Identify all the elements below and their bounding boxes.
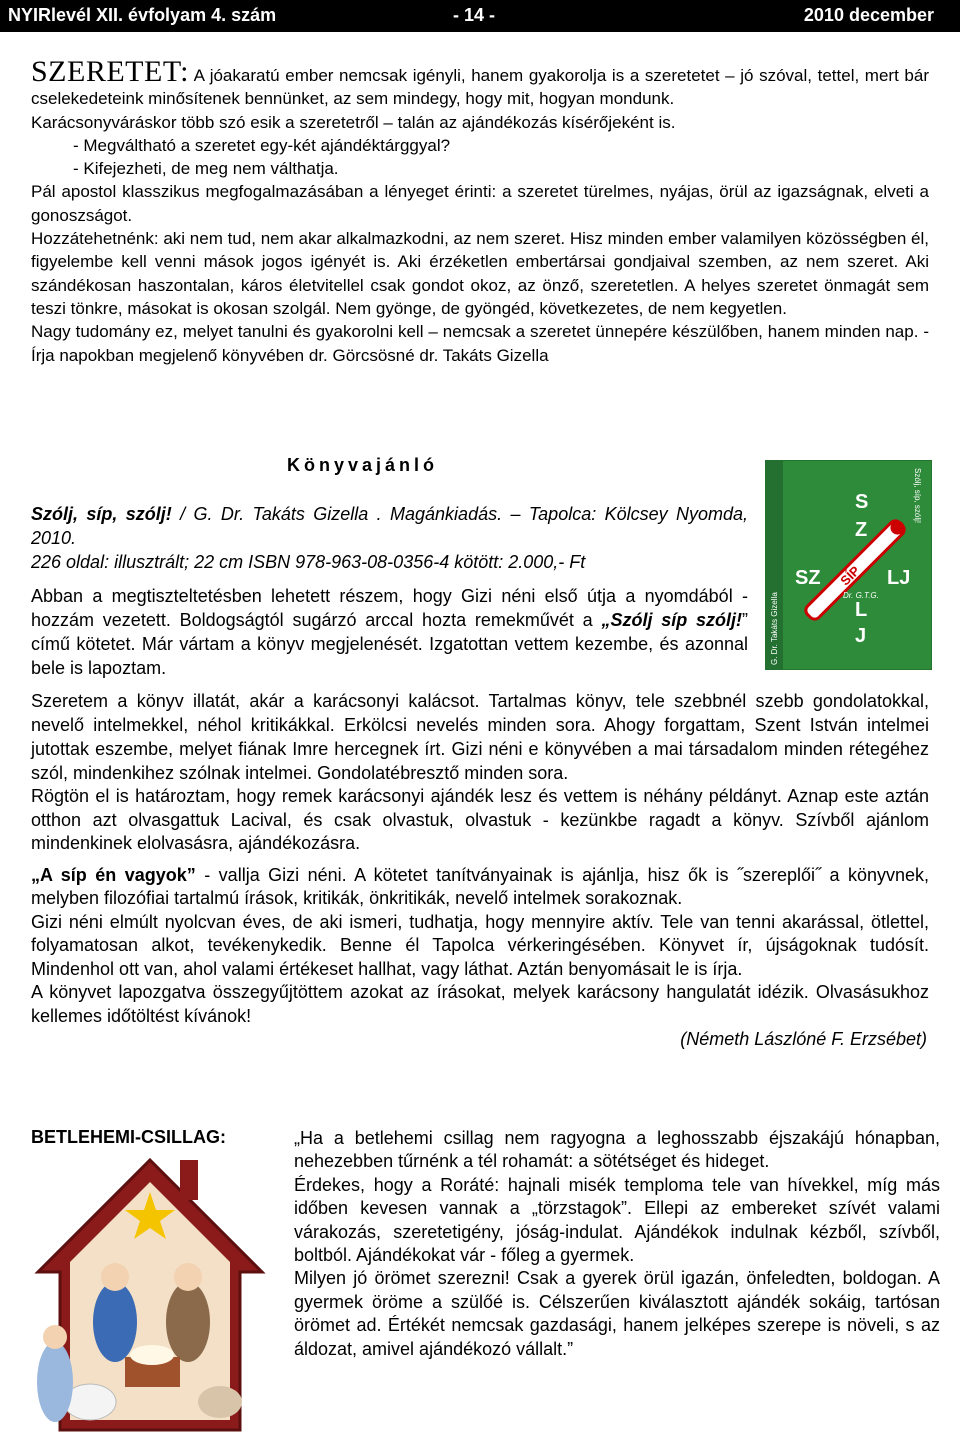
cover-pipe-text: SÍP (837, 562, 863, 589)
konyv-paragraph: Abban a megtiszteltetésben lehetett részem, hogy Gizi néni első útja a nyomdából - hozzám vezetett. Boldogságtól sugárzó arccal hozta remekművét a „Szólj síp szólj!” című kötetet. Már vártam a könyv megjelenését. Izgatottan vettem kezembe, és azonnal bele is lapoztam. (31, 586, 748, 678)
konyv-paragraph: Szeretem a könyv illatát, akár a karácsonyi kalácsot. Tartalmas könyv, tele szebbnél szebb gondolatokkal, nevelő intelmekkel, néhol kritikákkal. Erkölcsi nevelés minden sora. Ahogy forgattam, Szent István intelmei jutottak eszembe, melyet fiának Imre hercegnek írt. Gizi néni e könyvében a mai társadalom minden rétegéhez szól, mindenkihez szólnak intelmei. Gondolatébresztő minden sora. (31, 691, 929, 783)
konyv-paragraph: A könyvet lapozgatva összegyűjtöttem azokat az írásokat, melyek karácsony hangulatát idézik. Olvasásukhoz kellemes időtöltést kívánok! (31, 982, 929, 1026)
header-date: 2010 december (803, 5, 934, 25)
szeretet-title: SZERETET: (31, 55, 189, 88)
szeretet-paragraph: Hozzátehetnénk: aki nem tud, nem akar alkalmazkodni, az nem szeret. Hisz minden ember valamilyen közösségben él, figyelembe kell venni mások jogos igényét is. Aki érzéketlen embertársai gondjaival szemben, az nem szeret. Aki szándékosan haszontalan, káros életvitellel csak gondot okoz, az önző, szeretetlen. A helyes szeretet önmagát sem teszi tönkre, másokat is okosan szolgál. Nem gyönge, de gyöngéd, következetes, de nem kegyetlen. (31, 229, 929, 318)
cover-letter: SZ (795, 567, 821, 589)
konyvajanlo-heading: Könyvajánló (287, 455, 439, 475)
page-header (0, 0, 960, 32)
betlehemi-paragraph: Milyen jó örömet szerezni! Csak a gyerek örül igazán, önfeledten, boldogan. A gyermek öröme a szülőé is. Célszerűen kiválasztott ajándék sokáig, tartósan örömet ad. Értékét nemcsak gazdasági, hanem jelképes szerepe is növeli, s az áldozat, amivel ajándékozó vállalt.” (294, 1268, 940, 1359)
konyvajanlo-section-bottom (31, 689, 929, 1052)
cover-letter: Z (855, 519, 868, 541)
szeretet-paragraph: Nagy tudomány ez, melyet tanulni és gyakorolni kell – nemcsak a szeretet ünnepére készülőben, hanem minden nap. - Írja napokban megjelenő könyvében dr. Görcsösné dr. Takáts Gizella (31, 322, 929, 365)
konyvajanlo-section-top (31, 502, 748, 680)
konyv-paragraph: Gizi néni elmúlt nyolcvan éves, de aki ismeri, tudhatja, hogy mennyire aktív. Tele van tenni akarással, ötlettel, folyamatosan alkot, tevékenykedik. Benne él Tapolca vérkeringésében. Könyvet ír, újságoknak tudósít. Mindenhol ott van, ahol valami értékeset hallhat, vagy láthat. Aztán benyomásait le is írja. (31, 911, 929, 979)
betlehemi-paragraph: Érdekes, hogy a Roráté: hajnali misék temploma tele van hívekkel, míg más időben kevesen vannak a „törzstagok”. Ellepi az embereket szívét valami várakozás, szeretetigény, jóság-indulat. Ajándékok indulnak kézből, szívből, boltból. Ajándékokat vár - főleg a gyermek. (294, 1174, 940, 1266)
betlehemi-title: BETLEHEMI-CSILLAG: (31, 1127, 226, 1147)
szeretet-section (31, 55, 929, 367)
szeretet-answer: - Kifejezheti, de meg nem válthatja. (73, 159, 339, 179)
szeretet-paragraph: Karácsonyváráskor több szó esik a szeretetről – talán az ajándékozás kísérőjeként is. (31, 112, 676, 132)
book-title: Szólj, síp, szólj! (31, 504, 172, 524)
cover-pipe-sub: Dr. G.T.G. (843, 591, 879, 600)
book-details: 226 oldal: illusztrált; 22 cm ISBN 978-963-08-0356-4 kötött: 2.000,- Ft (31, 552, 586, 572)
konyv-paragraph: Rögtön el is határoztam, hogy remek karácsonyi ajándék lesz és vettem is néhány példányt. Aznap este aztán otthon azt olvasgattuk Lacival, és csak olvastuk, olvastuk - kezünkbe ragadt a könyv. Szívből ajánlom mindenkinek elolvasásra, ajándékozásra. (31, 786, 929, 853)
cover-letter: J (855, 625, 867, 647)
cover-letter: L (855, 599, 868, 621)
book-citation: Szólj, síp, szólj! / G. Dr. Takáts Gizella . Magánkiadás. – Tapolca: Kölcsey Nyomda, 2010. (31, 504, 749, 548)
cover-letter: LJ (887, 567, 911, 589)
konyv-signature: (Németh Lászlóné F. Erzsébet) (680, 1029, 927, 1049)
szeretet-paragraph: Pál apostol klasszikus megfogalmazásában a lényeget érinti: a szeretet türelmes, nyájas, örül az igazságnak, elveti a gonoszságot. (31, 182, 929, 225)
cover-top-title: Szólj, síp, szólj! (913, 468, 922, 524)
szeretet-question: - Megváltható a szeretet egy-két ajándéktárggyal? (73, 135, 451, 155)
szeretet-intro: SZERETET: A jóakaratú ember nemcsak igényli, hanem gyakorolja is a szeretetet – jó szóval, tettel, mert bár cselekedeteink minősítenek bennünket, az sem mindegy, hogy mit, hogyan mondunk. (31, 55, 929, 109)
konyv-paragraph: „A síp én vagyok” - vallja Gizi néni. A kötetet tanítványainak is ajánlja, hisz ők is ˝szereplői˝ a könyvnek, melyben filozófiai tartalmú írások, kritikák, önkritikák, nevelő intelmek sorakoznak. (31, 864, 929, 908)
betlehemi-paragraph: „Ha a betlehemi csillag nem ragyogna a leghosszabb éjszakájú hónapban, nehezebben tűrnénk a tél rohamát: a sötétséget és hideget. (294, 1128, 940, 1172)
header-page-number: - 14 - (453, 5, 496, 25)
nativity-image (30, 1152, 270, 1432)
cover-letter: S (855, 491, 869, 513)
book-cover-image (765, 460, 932, 670)
header-left: NYIRlevél XII. évfolyam 4. szám (8, 5, 277, 25)
cover-spine-author: G. Dr. Takáts Gizella (770, 592, 779, 665)
betlehemi-body (294, 1127, 940, 1361)
